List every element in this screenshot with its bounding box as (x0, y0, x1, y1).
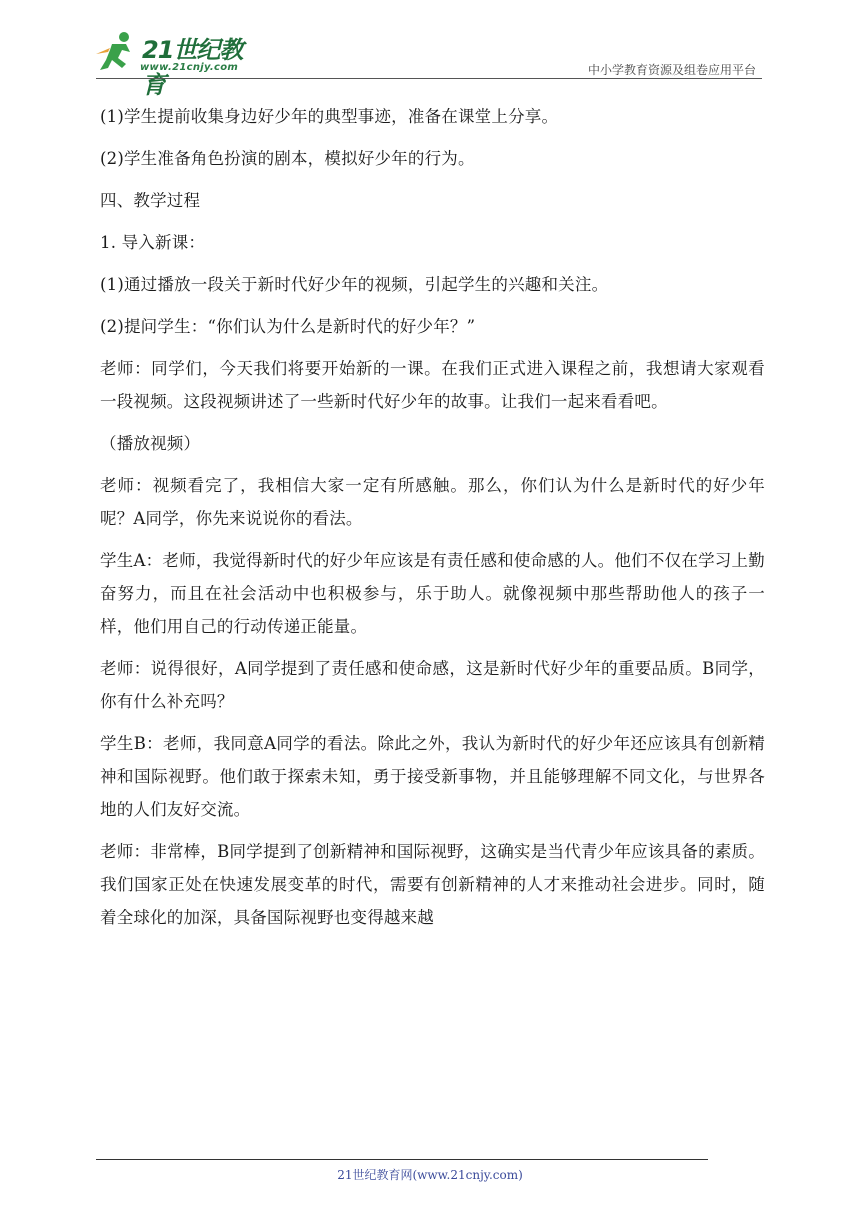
dialogue-teacher-1: 老师：同学们，今天我们将要开始新的一课。在我们正式进入课程之前，我想请大家观看一段视频。这段视频讲述了一些新时代好少年的故事。让我们一起来看看吧。 (100, 359, 765, 411)
page-header (0, 0, 860, 99)
dialogue-student-a: 学生A：老师，我觉得新时代的好少年应该是有责任感和使命感的人。他们不仅在学习上勤奋努力，而且在社会活动中也积极参与，乐于助人。就像视频中那些帮助他人的孩子一样，他们用自己的行动传递正能量。 (100, 551, 765, 636)
dialogue-student-b: 学生B：老师，我同意A同学的看法。除此之外，我认为新时代的好少年还应该具有创新精神和国际视野。他们敢于探索未知，勇于接受新事物，并且能够理解不同文化，与世界各地的人们友好交流。 (100, 734, 765, 819)
runner-logo-icon (94, 30, 142, 74)
paragraph-prep-1: (1)学生提前收集身边好少年的典型事迹，准备在课堂上分享。 (100, 107, 559, 126)
paragraph-step-2: (2)提问学生：“你们认为什么是新时代的好少年？” (100, 317, 476, 336)
subsection-heading: 1. 导入新课： (100, 233, 206, 252)
stage-direction: （播放视频） (100, 434, 201, 453)
paragraph-prep-2: (2)学生准备角色扮演的剧本，模拟好少年的行为。 (100, 149, 475, 168)
dialogue-teacher-4: 老师：非常棒，B同学提到了创新精神和国际视野，这确实是当代青少年应该具备的素质。我们国家正处在快速发展变革的时代，需要有创新精神的人才来推动社会进步。同时，随着全球化的加深，具备国际视野也变得越来越 (100, 842, 765, 927)
footer-link[interactable]: 21世纪教育网(www.21cnjy.com) (337, 1168, 523, 1182)
section-heading: 四、教学过程 (100, 191, 201, 210)
logo-text: 21世纪教育 (142, 36, 243, 99)
dialogue-teacher-2: 老师：视频看完了，我相信大家一定有所感触。那么，你们认为什么是新时代的好少年呢？A同学，你先来说说你的看法。 (100, 476, 765, 528)
header-divider (96, 78, 762, 79)
platform-tagline: 中小学教育资源及组卷应用平台 (587, 63, 756, 77)
dialogue-teacher-3: 老师：说得很好，A同学提到了责任感和使命感，这是新时代好少年的重要品质。B同学，你有什么补充吗？ (100, 659, 765, 711)
paragraph-step-1: (1)通过播放一段关于新时代好少年的视频，引起学生的兴趣和关注。 (100, 275, 609, 294)
footer-divider (96, 1159, 708, 1160)
document-body (100, 100, 765, 943)
site-logo (94, 30, 264, 99)
logo-url: www.21cnjy.com (140, 62, 239, 73)
